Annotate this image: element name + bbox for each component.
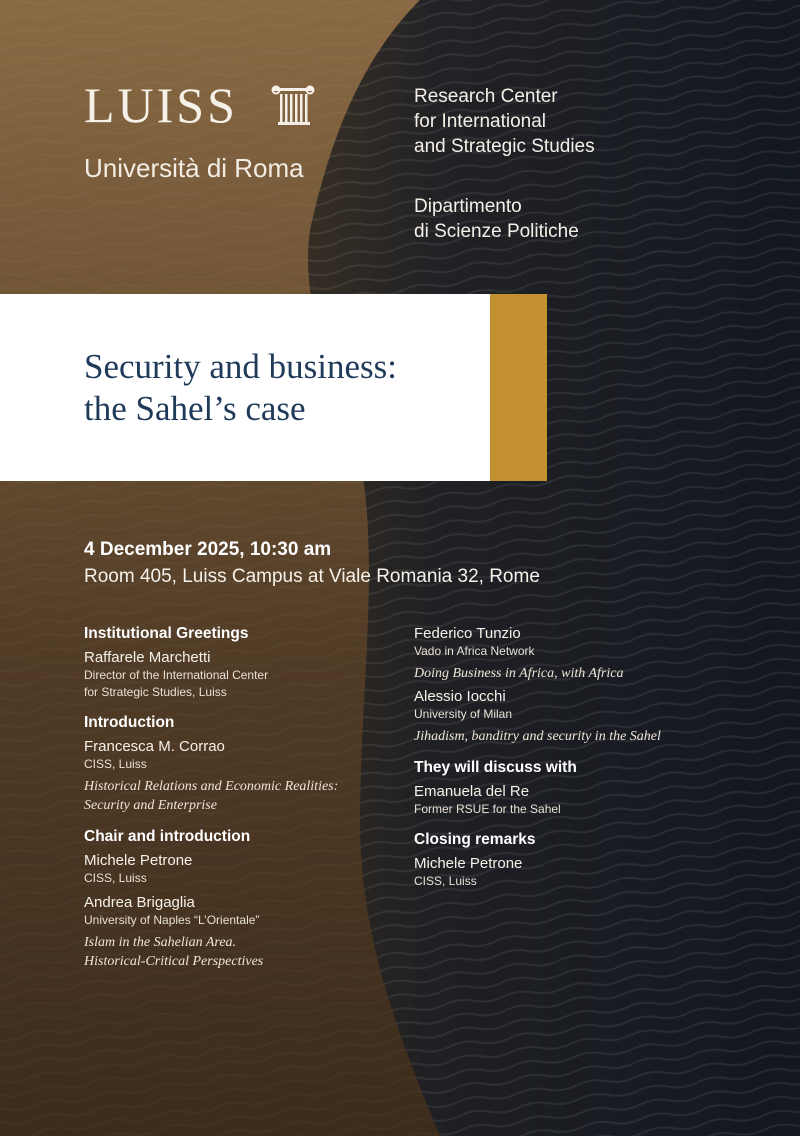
title-line-1: Security and business:	[84, 347, 398, 386]
speaker-affiliation: Former RSUE for the Sahel	[414, 802, 561, 816]
section-heading: Closing remarks	[414, 831, 536, 848]
speaker-entry	[84, 737, 404, 815]
speaker-entry	[414, 854, 734, 890]
talk-title-line: Historical Relations and Economic Realities:	[84, 779, 339, 794]
speaker-name: Emanuela del Re	[414, 783, 530, 800]
speaker-entry	[84, 851, 404, 887]
program-right-column	[414, 624, 734, 890]
talk-title: Jihadism, banditry and security in the Sahel	[414, 729, 661, 744]
speaker-affiliation: CISS, Luiss	[414, 874, 477, 888]
event-venue: Room 405, Luiss Campus at Viale Romania 32, Rome	[84, 566, 540, 587]
title-accent-bar	[490, 294, 547, 481]
speaker-affiliation: Vado in Africa Network	[414, 644, 535, 658]
speaker-entry	[84, 648, 404, 701]
speaker-name: Andrea Brigaglia	[84, 894, 195, 911]
speaker-affiliation: University of Naples “L’Orientale”	[84, 913, 260, 927]
org-line: and Strategic Studies	[414, 136, 595, 157]
org-line: for International	[414, 111, 547, 132]
speaker-entry	[414, 687, 734, 746]
talk-title-line: Historical-Critical Perspectives	[84, 954, 264, 969]
speaker-name: Alessio Iocchi	[414, 688, 506, 705]
talk-title	[84, 933, 404, 971]
speaker-name: Francesca M. Corrao	[84, 738, 225, 755]
org-line: Dipartimento	[414, 196, 522, 217]
speaker-affiliation: CISS, Luiss	[84, 871, 147, 885]
event-date: 4 December 2025, 10:30 am	[84, 539, 332, 560]
speaker-affiliation: Director of the International Center	[84, 668, 269, 682]
org-line: di Scienze Politiche	[414, 221, 579, 242]
event-title	[84, 346, 484, 430]
talk-title-line: Islam in the Sahelian Area.	[84, 935, 237, 950]
university-subtitle: Università di Roma	[84, 153, 304, 183]
title-line-2: the Sahel’s case	[84, 389, 306, 428]
speaker-name: Federico Tunzio	[414, 625, 521, 642]
section-heading: They will discuss with	[414, 759, 577, 776]
talk-title: Doing Business in Africa, with Africa	[414, 666, 624, 681]
program-left-column	[84, 624, 404, 971]
speaker-affiliation: for Strategic Studies, Luiss	[84, 685, 227, 699]
speaker-entry	[414, 782, 734, 818]
talk-title-line: Security and Enterprise	[84, 798, 217, 813]
speaker-name: Michele Petrone	[414, 855, 523, 872]
speaker-affiliation: University of Milan	[414, 707, 513, 721]
speaker-affiliation: CISS, Luiss	[84, 757, 147, 771]
speaker-entry	[414, 624, 734, 683]
luiss-wordmark: LUISS	[84, 77, 238, 133]
section-heading: Institutional Greetings	[84, 625, 249, 642]
speaker-name: Michele Petrone	[84, 852, 193, 869]
org-line: Research Center	[414, 86, 558, 107]
research-center-name	[414, 84, 674, 159]
department-name	[414, 194, 674, 244]
speaker-entry	[84, 893, 404, 971]
section-heading: Introduction	[84, 714, 175, 731]
talk-title	[84, 777, 404, 815]
ionic-column-icon	[270, 84, 316, 126]
section-heading: Chair and introduction	[84, 828, 251, 845]
speaker-name: Raffarele Marchetti	[84, 649, 211, 666]
